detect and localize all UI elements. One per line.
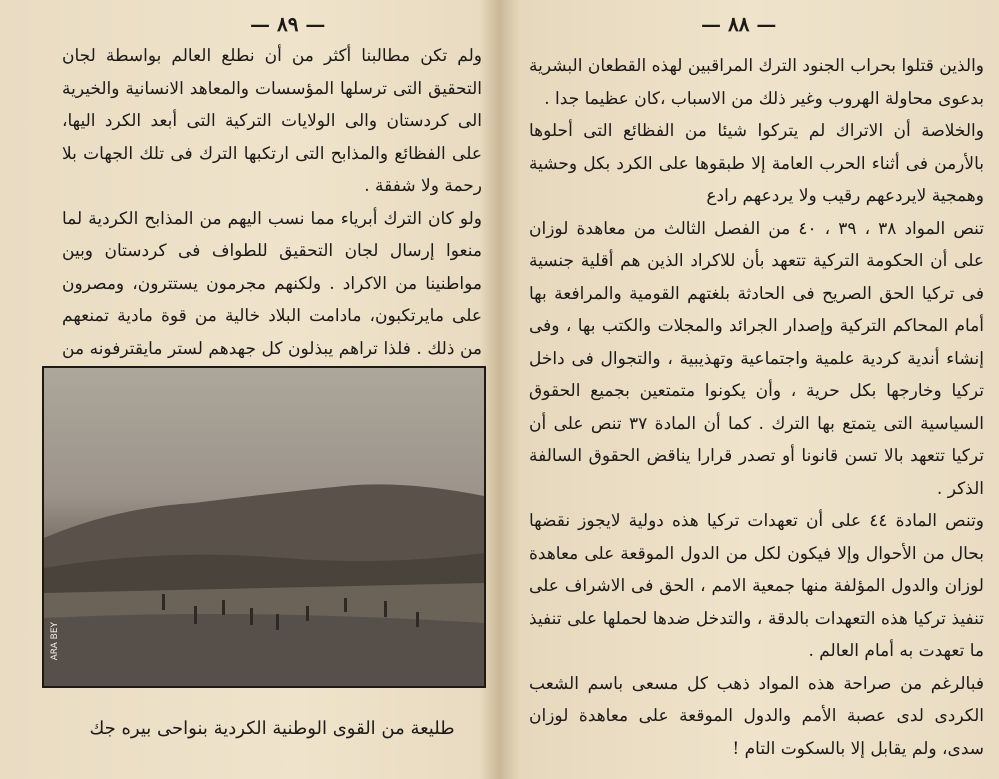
page-number-left: — ٨٩ — bbox=[250, 12, 326, 36]
paragraph: ولو كان الترك أبرياء مما نسب اليهم من المذابح الكردية لما منعوا إرسال لجان التحقيق للطواف فى كردستان وبين مواطنينا من الاكراد . ولكنهم مجرمون يستترون، ومصرون على مايرتكبون، مادامت البلاد خالية من قوة مادية تمنعهم من ذلك . فلذا تراهم يبذلون كل جهدهم لستر مايقترفونه من bbox=[62, 208, 482, 359]
paragraph: ولم تكن مطالبنا أكثر من أن نطلع العالم بواسطة لجان التحقيق التى ترسلها المؤسسات والمعاهد الانسانية والخيرية الى كردستان والى الولايات التركية التى أبعد الكرد اليها، على الفظائع والمذابح التى ارتكبها الترك فى تلك الجهات بلا رحمة ولا شفقة . bbox=[62, 46, 482, 196]
paragraph: تنص المواد ٣٨ ، ٣٩ ، ٤٠ من الفصل الثالث من معاهدة لوزان على أن الحكومة التركية تتعهد بأن للاكراد الذين هم أقلية جنسية فى تركيا الحق الصريح فى الحادثة بلغتهم القومية والمرافعة بها أمام المحاكم التركية وإصدار الجرائد والمجلات والكتب بها ، وفى إنشاء أندية كردية علمية واجتماعية وتهذيبية ، والتجوال فى داخل تركيا وخارجها بكل حرية ، وأن يكونوا متمتعين بجميع الحقوق السياسية التى يتمتع بها الترك . كما أن المادة ٣٧ تنص على أن تركيا تتعهد بالا تسن قانونا أو تصدر قرارا يناقض الحقوق السالفة الذكر . bbox=[529, 218, 985, 499]
right-page bbox=[501, 0, 999, 779]
paragraph: والذين قتلوا بحراب الجنود الترك المراقبين لهذه القطعان البشرية بدعوى محاولة الهروب وغير ذلك من الاسباب ،كان عظيما جدا . bbox=[529, 56, 984, 109]
right-page-text bbox=[529, 50, 984, 765]
paragraph: والخلاصة أن الاتراك لم يتركوا شيئا من الفظائع التى أحلوها بالأرمن فى أثناء الحرب العامة إلا طبقوها على الكرد بكل وحشية وهمجية لايردعهم رقيب ولا يردعهم رادع bbox=[529, 121, 984, 206]
photo-caption: طليعة من القوى الوطنية الكردية بنواحى بيره جك bbox=[89, 718, 455, 739]
left-page-text bbox=[62, 40, 482, 398]
left-page bbox=[0, 0, 498, 779]
photo-illustration bbox=[44, 368, 484, 686]
paragraph: فبالرغم من صراحة هذه المواد ذهب كل مسعى باسم الشعب الكردى لدى عصبة الأمم والدول الموقعة على معاهدة لوزان سدى، ولم يقابل إلا بالسكوت التام ! bbox=[529, 673, 984, 759]
page-number-right: — ٨٨ — bbox=[701, 12, 777, 36]
photo-signature: ARA BEY bbox=[50, 621, 60, 660]
paragraph: وتنص المادة ٤٤ على أن تعهدات تركيا هذه دولية لايجوز نقضها بحال من الأحوال وإلا فيكون لكل من الدول الموقعة على معاهدة لوزان والدول المؤلفة منها جمعية الامم ، الحق فى الاشراف على تنفيذ تركيا هذه التعهدات بالدقة ، والتدخل ضدها لحملها على تنفيذ ما تعهدت به أمام العالم . bbox=[529, 511, 985, 661]
landscape-photo bbox=[42, 366, 486, 688]
